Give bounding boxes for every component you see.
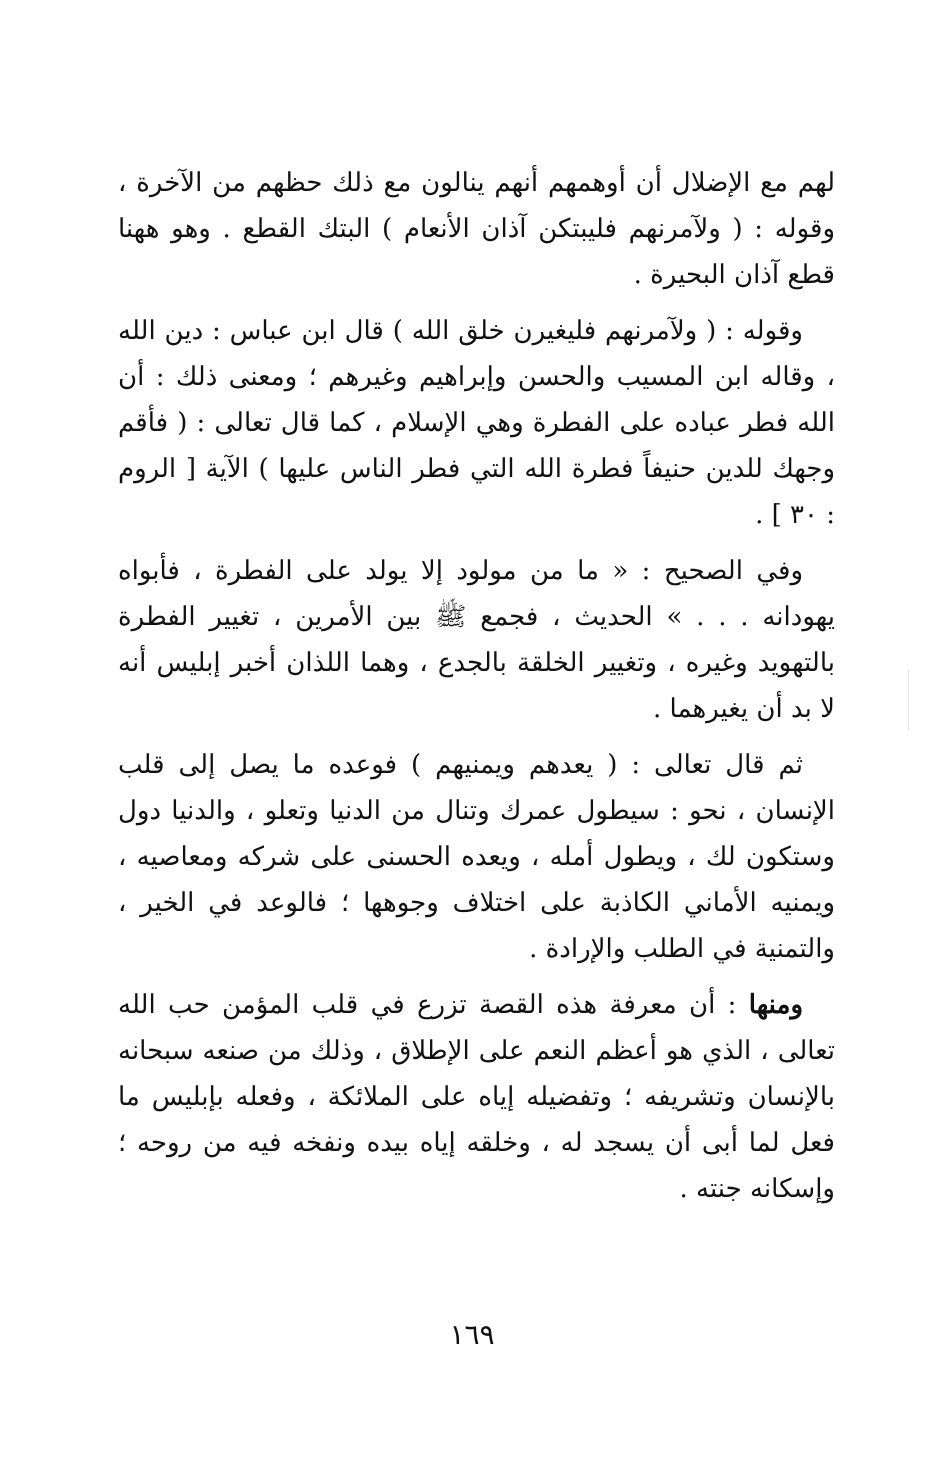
paragraph-1-text: لهم مع الإضلال أن أوهمهم أنهم ينالون مع ذلك حظهم من الآخرة ، وقوله : ( ولآمرنهم فليبتكن آذان الأنعام ) البتك القطع . وهو ههنا قطع آذان البحيرة . (118, 168, 835, 290)
paragraph-4-text: ثم قال تعالى : ( يعدهم ويمنيهم ) فوعده ما يصل إلى قلب الإنسان ، نحو : سيطول عمرك وتنال من الدنيا وتعلو ، والدنيا دول وستكون لك ، ويطول أمله ، ويعده الحسنى على شركه ومعاصيه ، ويمنيه الأماني الكاذبة على اختلاف وجوهها ؛ فالوعد في الخير ، والتمنية في الطلب والإرادة . (118, 750, 835, 964)
paragraph-3-text: وفي الصحيح : « ما من مولود إلا يولد على الفطرة ، فأبواه يهودانه . . . » الحديث ، فجمع ﷺ بين الأمرين ، تغيير الفطرة بالتهويد وغيره ، وتغيير الخلقة بالجدع ، وهما اللذان أخبر إبليس أنه لا بد أن يغيرهما . (118, 556, 835, 724)
paragraph-5-lead: ومنها (748, 990, 803, 1020)
paragraph-4 (118, 742, 835, 972)
paragraph-3 (118, 548, 835, 732)
paragraph-1 (118, 160, 835, 298)
paragraph-5-text: : أن معرفة هذه القصة تزرع في قلب المؤمن حب الله تعالى ، الذي هو أعظم النعم على الإطلاق ، وذلك من صنعه سبحانه بالإنسان وتشريفه ؛ وتفضيله إياه على الملائكة ، وفعله بإبليس ما فعل لما أبى أن يسجد له ، وخلقه إياه بيده ونفخه فيه من روحه ؛ وإسكانه جنته . (118, 990, 835, 1204)
paragraph-2 (118, 308, 835, 538)
paragraph-2-text: وقوله : ( ولآمرنهم فليغيرن خلق الله ) قال ابن عباس : دين الله ، وقاله ابن المسيب والحسن وإبراهيم وغيرهم ؛ ومعنى ذلك : أن الله فطر عباده على الفطرة وهي الإسلام ، كما قال تعالى : ( فأقم وجهك للدين حنيفاً فطرة الله التي فطر الناس عليها ) الآية [ الروم : ٣٠ ] . (118, 316, 835, 530)
body-text (118, 160, 835, 1212)
page-number: ١٦٩ (449, 1318, 495, 1351)
paragraph-5 (118, 982, 835, 1212)
margin-line (908, 670, 909, 730)
